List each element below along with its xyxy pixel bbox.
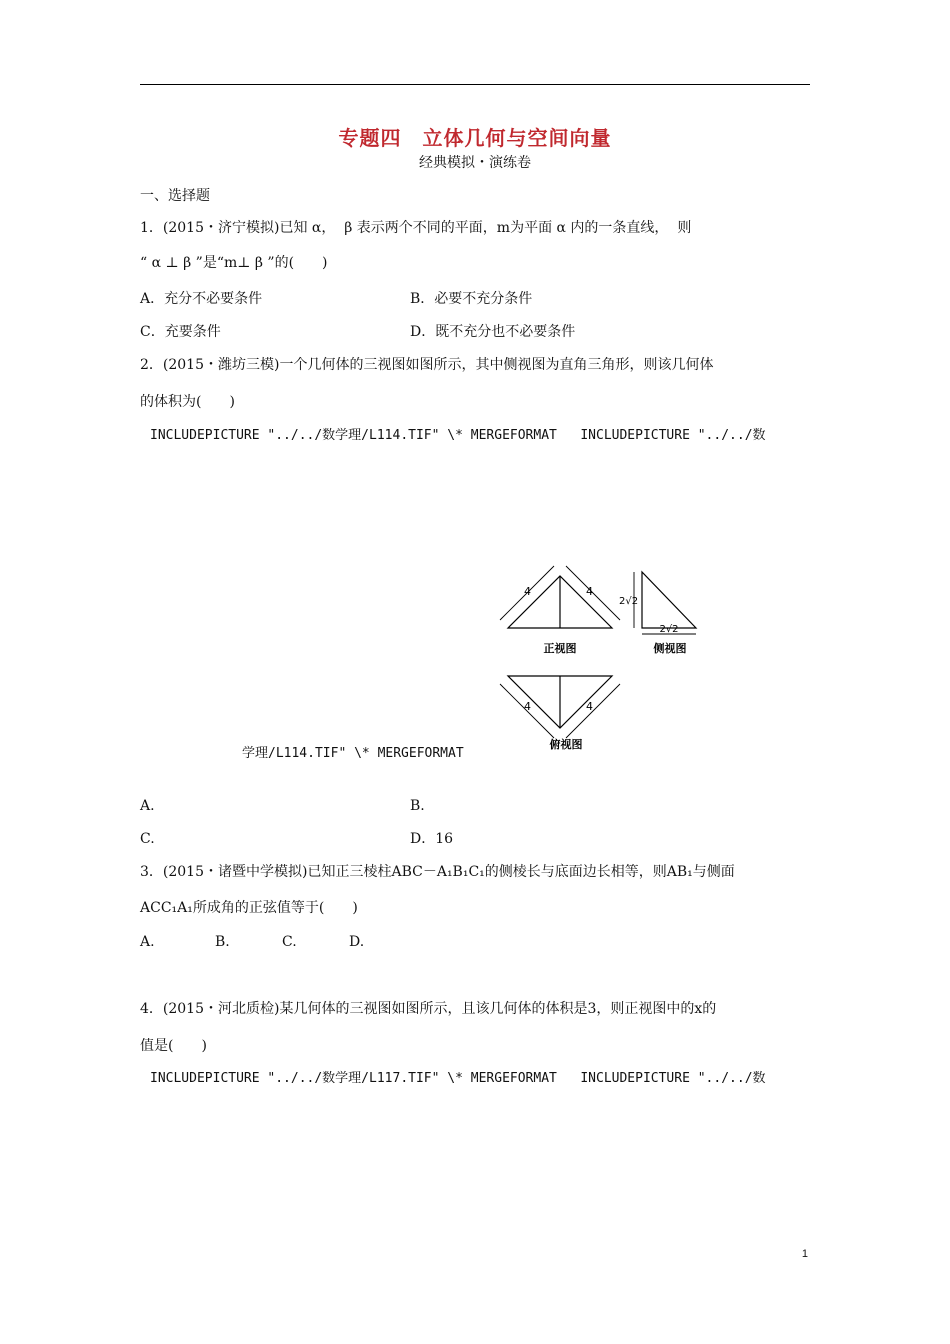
q2-option-c: C. [140, 831, 155, 847]
side-view-label: 侧视图 [653, 642, 687, 655]
q2-option-d: D．16 [410, 831, 454, 847]
q4-include-field-1: INCLUDEPICTURE "../../数学理/L117.TIF" \* MERGEFORMAT INCLUDEPICTURE "../../数 [150, 1071, 766, 1086]
front-dim-right: 4 [586, 585, 593, 598]
top-view [500, 676, 620, 751]
q1-option-d: D．既不充分也不必要条件 [410, 324, 576, 340]
section-heading: 一、选择题 [140, 188, 210, 204]
top-view-label: 俯视图 [549, 738, 583, 751]
q4-stem-line2: 值是( ) [140, 1038, 207, 1054]
q1-option-c: C．充要条件 [140, 324, 221, 340]
side-dim-height: 2√2 [619, 596, 639, 607]
q3-option-d: D. [349, 934, 365, 950]
q3-stem-line1: 3．(2015・诸暨中学模拟)已知正三棱柱ABC－A₁B₁C₁的侧棱长与底面边长相等，则AB₁与侧面 [140, 864, 735, 880]
q2-stem-line1: 2．(2015・潍坊三模)一个几何体的三视图如图所示，其中侧视图为直角三角形，则该几何体 [140, 357, 714, 373]
q3-option-b: B. [215, 934, 230, 950]
front-view-label: 正视图 [543, 642, 577, 655]
q4-stem-line1: 4．(2015・河北质检)某几何体的三视图如图所示，且该几何体的体积是3，则正视图中的x的 [140, 1001, 717, 1017]
q1-stem-line2: “ α ⊥ β ”是“m⊥ β ”的( ) [140, 255, 328, 271]
q1-option-a: A．充分不必要条件 [140, 291, 263, 307]
q1-option-b: B．必要不充分条件 [410, 291, 533, 307]
front-dim-left: 4 [524, 585, 531, 598]
q3-stem-line2: ACC₁A₁所成角的正弦值等于( ) [140, 900, 358, 916]
top-dim-left: 4 [524, 700, 531, 713]
q3-option-a: A. [140, 934, 155, 950]
q3-option-c: C. [282, 934, 297, 950]
page-number: 1 [801, 1248, 808, 1260]
front-view [500, 566, 620, 655]
q2-option-a: A. [140, 798, 155, 814]
side-view [619, 572, 696, 655]
side-dim-base: 2√2 [659, 624, 679, 635]
q1-stem-line1: 1．(2015・济宁模拟)已知 α， β 表示两个不同的平面，m为平面 α 内的一条直线， 则 [140, 220, 692, 236]
page-subtitle: 经典模拟・演练卷 [419, 155, 531, 171]
header-rule [140, 84, 810, 85]
q2-option-b: B. [410, 798, 425, 814]
top-dim-right: 4 [586, 700, 593, 713]
three-view-figure [490, 560, 720, 760]
page-title: 专题四 立体几何与空间向量 [338, 126, 612, 150]
q2-include-field-1: INCLUDEPICTURE "../../数学理/L114.TIF" \* MERGEFORMAT INCLUDEPICTURE "../../数 [150, 428, 766, 443]
q2-include-field-2: 学理/L114.TIF" \* MERGEFORMAT [242, 746, 464, 761]
q2-stem-line2: 的体积为( ) [140, 394, 235, 410]
